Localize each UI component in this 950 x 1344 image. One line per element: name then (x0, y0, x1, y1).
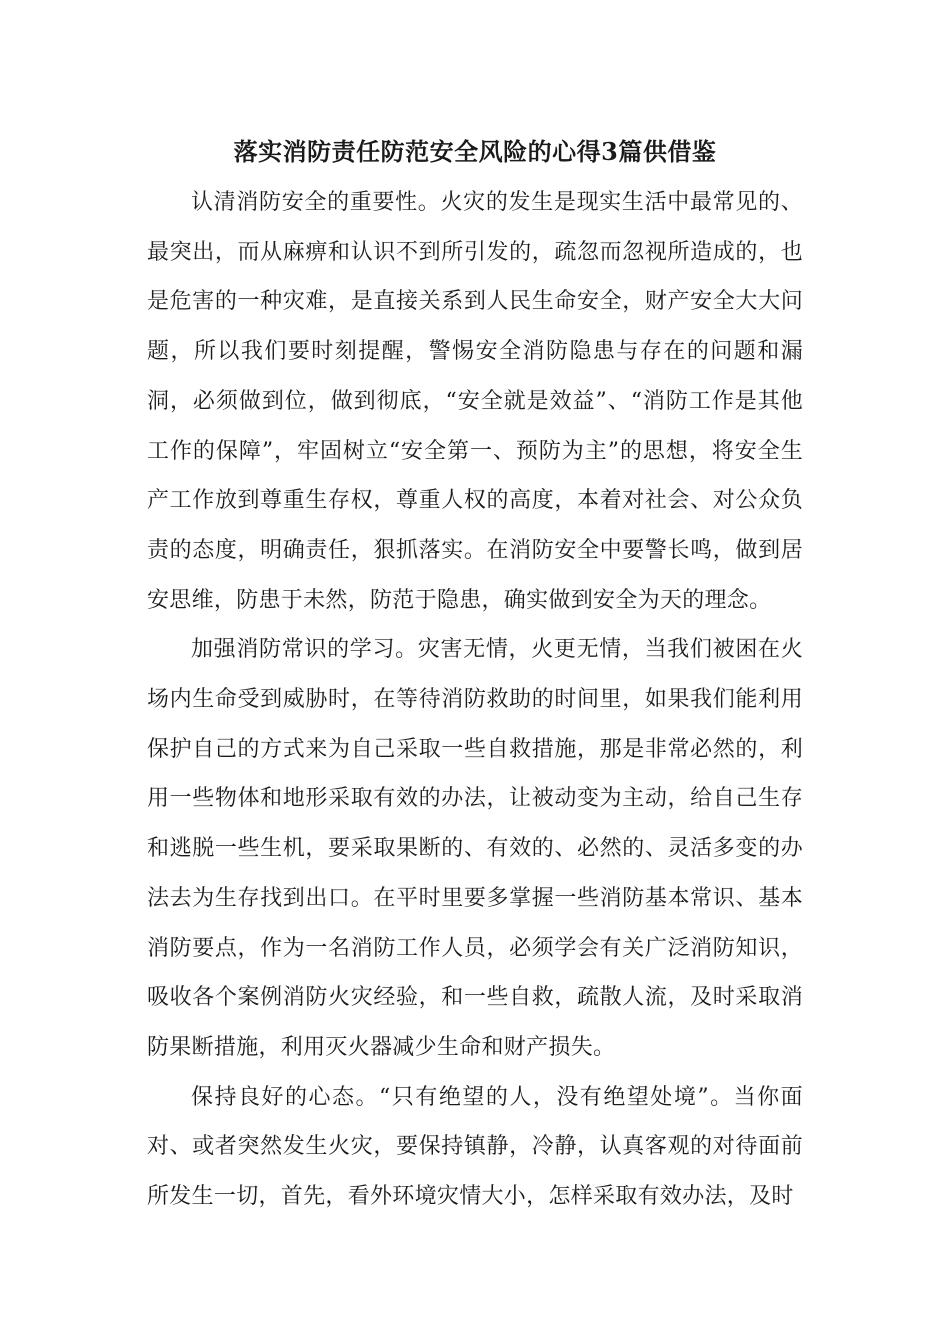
paragraph-1: 认清消防安全的重要性。火灾的发生是现实生活中最常见的、最突出，而从麻痹和认识不到所引发的，疏忽而忽视所造成的，也是危害的一种灾难，是直接关系到人民生命安全，财产安全大大问题，所以我们要时刻提醒，警惕安全消防隐患与存在的问题和漏洞，必须做到位，做到彻底，“安全就是效益”、“消防工作是其他工作的保障”，牢固树立“安全第一、预防为主”的思想，将安全生产工作放到尊重生存权，尊重人权的高度，本着对社会、对公众负责的态度，明确责任，狠抓落实。在消防安全中要警长鸣，做到居安思维，防患于未然，防范于隐患，确实做到安全为天的理念。 (147, 190, 803, 613)
paragraph-3: 保持良好的心态。“只有绝望的人，没有绝望处境”。当你面对、或者突然发生火灾，要保持镇静，冷静，认真客观的对待面前所发生一切，首先，看外环境灾情大小，怎样采取有效办法，及时 (147, 1084, 803, 1210)
document-body (147, 178, 803, 1222)
document-title: 落实消防责任防范安全风险的心得3篇供借鉴 (233, 137, 717, 166)
paragraph-2: 加强消防常识的学习。灾害无情，火更无情，当我们被困在火场内生命受到威胁时，在等待消防救助的时间里，如果我们能利用保护自己的方式来为自己采取一些自救措施，那是非常必然的，利用一些物体和地形采取有效的办法，让被动变为主动，给自己生存和逃脱一些生机，要采取果断的、有效的、必然的、灵活多变的办法去为生存找到出口。在平时里要多掌握一些消防基本常识、基本消防要点，作为一名消防工作人员，必须学会有关广泛消防知识，吸收各个案例消防火灾经验，和一些自救，疏散人流，及时采取消防果断措施，利用灭火器减少生命和财产损失。 (147, 637, 803, 1060)
